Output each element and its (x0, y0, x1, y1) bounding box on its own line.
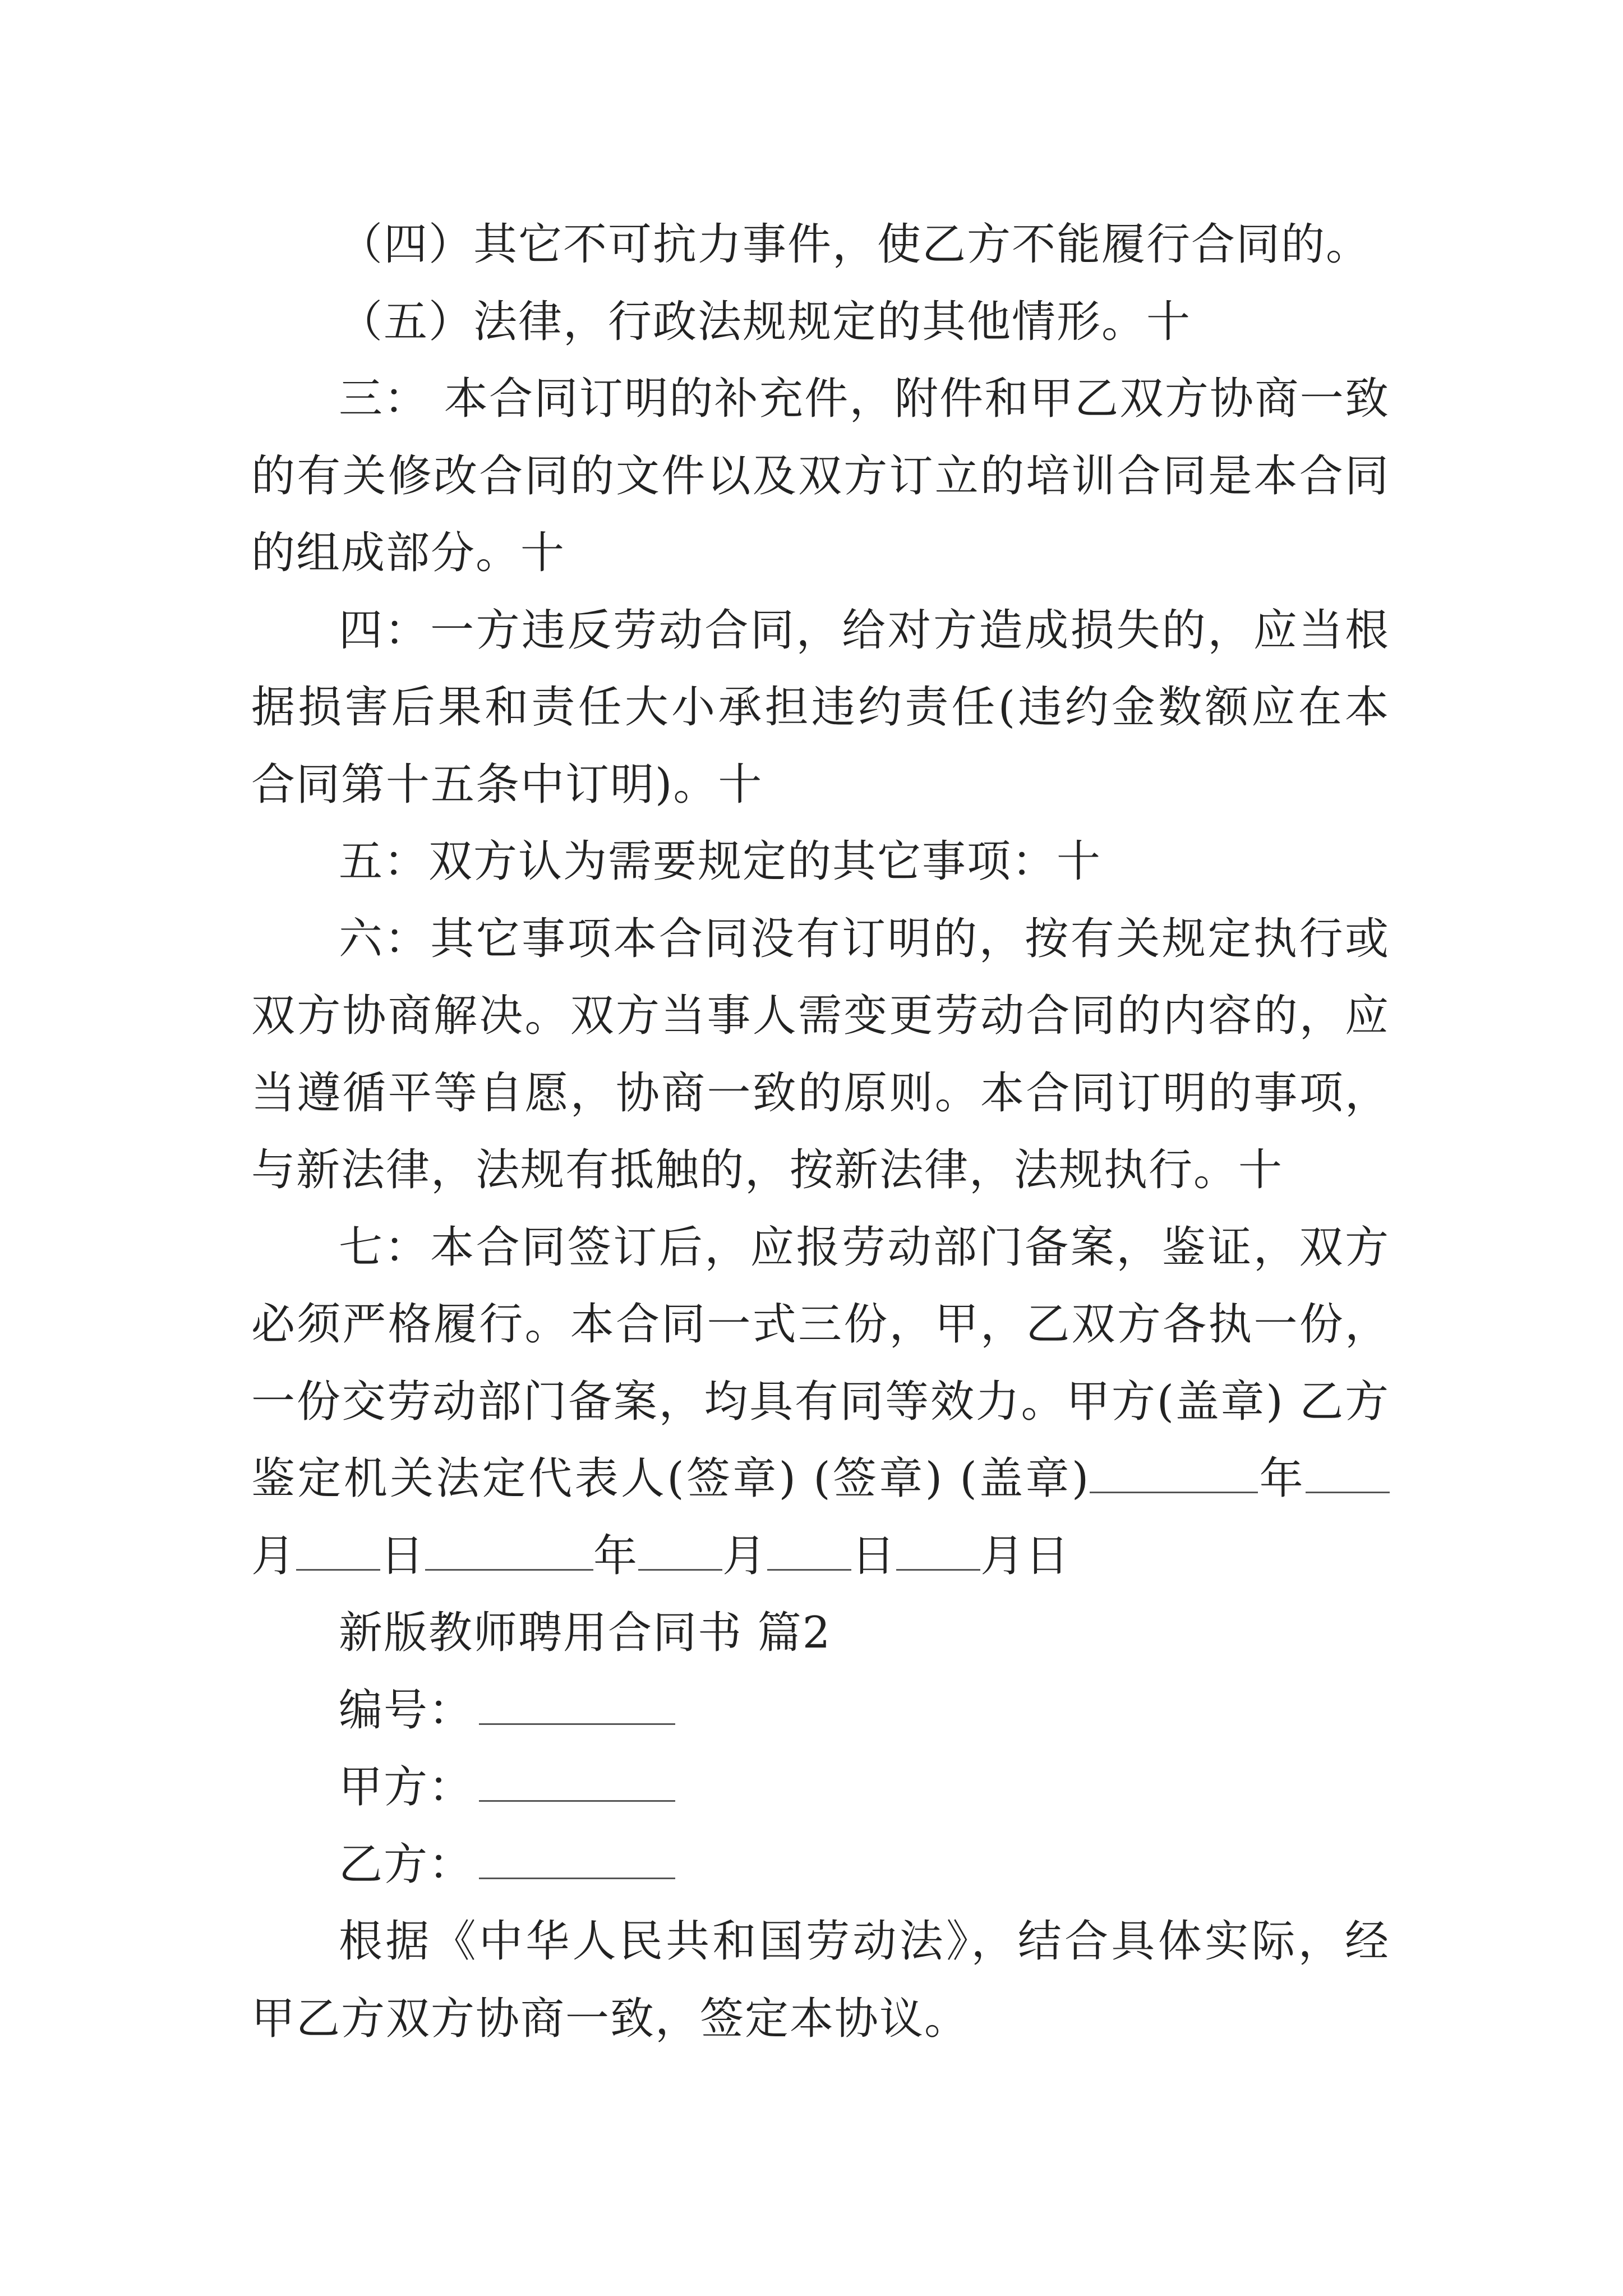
field-party-b-label: 乙方： (339, 1839, 474, 1890)
field-number (251, 1672, 1390, 1750)
clause-four: 四：一方违反劳动合同，给对方造成损失的，应当根据损害后果和责任大小承担违约责任(违约金数额应在本合同第十五条中订明)。十 (251, 605, 1390, 810)
clause-seven-text: 七：本合同签订后，应报劳动部门备案，鉴证，双方必须严格履行。本合同一式三份，甲，乙双方各执一份，一份交劳动部门备案，均具有同等效力。甲方(盖章) 乙方 鉴定机关法定代表人(签章) (签章) (盖章) (251, 1222, 1390, 1504)
blank-day-1 (296, 1530, 380, 1571)
section-title: 新版教师聘用合同书 篇2 (339, 1608, 832, 1658)
field-party-a-label: 甲方： (339, 1762, 474, 1812)
blank-month-2 (638, 1530, 722, 1571)
field-party-a (251, 1749, 1390, 1826)
blank-year-1 (1090, 1452, 1258, 1493)
blank-month-1 (1306, 1452, 1390, 1493)
field-number-blank (479, 1684, 675, 1725)
clause-other-circumstances: （五）法律，行政法规规定的其他情形。十 (339, 296, 1192, 347)
blank-day-2 (767, 1530, 851, 1571)
label-month-1: 月 (251, 1530, 297, 1581)
label-day-2: 日 (851, 1530, 897, 1581)
field-party-b-blank (479, 1838, 675, 1879)
label-year-2: 年 (593, 1530, 639, 1581)
clause-force-majeure: （四）其它不可抗力事件，使乙方不能履行合同的。 (339, 219, 1371, 270)
label-year-1: 年 (1258, 1453, 1306, 1504)
clause-six: 六：其它事项本合同没有订明的，按有关规定执行或双方协商解决。双方当事人需变更劳动合同的内容的，应当遵循平等自愿，协商一致的原则。本合同订明的事项，与新法律，法规有抵触的，按新法律，法规执行。十 (251, 913, 1390, 1195)
clause-three: 三： 本合同订明的补充件，附件和甲乙双方协商一致的有关修改合同的文件以及双方订立的培训合同是本合同的组成部分。十 (251, 374, 1390, 578)
blank-month-3 (896, 1530, 980, 1571)
label-day-1: 日 (380, 1530, 426, 1581)
label-month-day-end: 月日 (980, 1530, 1071, 1581)
document-body (251, 206, 1390, 2058)
field-number-label: 编号： (339, 1685, 474, 1736)
field-party-a-blank (479, 1761, 675, 1802)
blank-year-2 (425, 1530, 593, 1571)
field-party-b (251, 1826, 1390, 1904)
agreement-intro: 根据《中华人民共和国劳动法》，结合具体实际，经甲乙方双方协商一致，签定本协议。 (251, 1916, 1390, 2044)
clause-five: 五：双方认为需要规定的其它事项：十 (339, 836, 1102, 887)
label-month-2: 月 (722, 1530, 768, 1581)
clause-seven (251, 1209, 1390, 1595)
